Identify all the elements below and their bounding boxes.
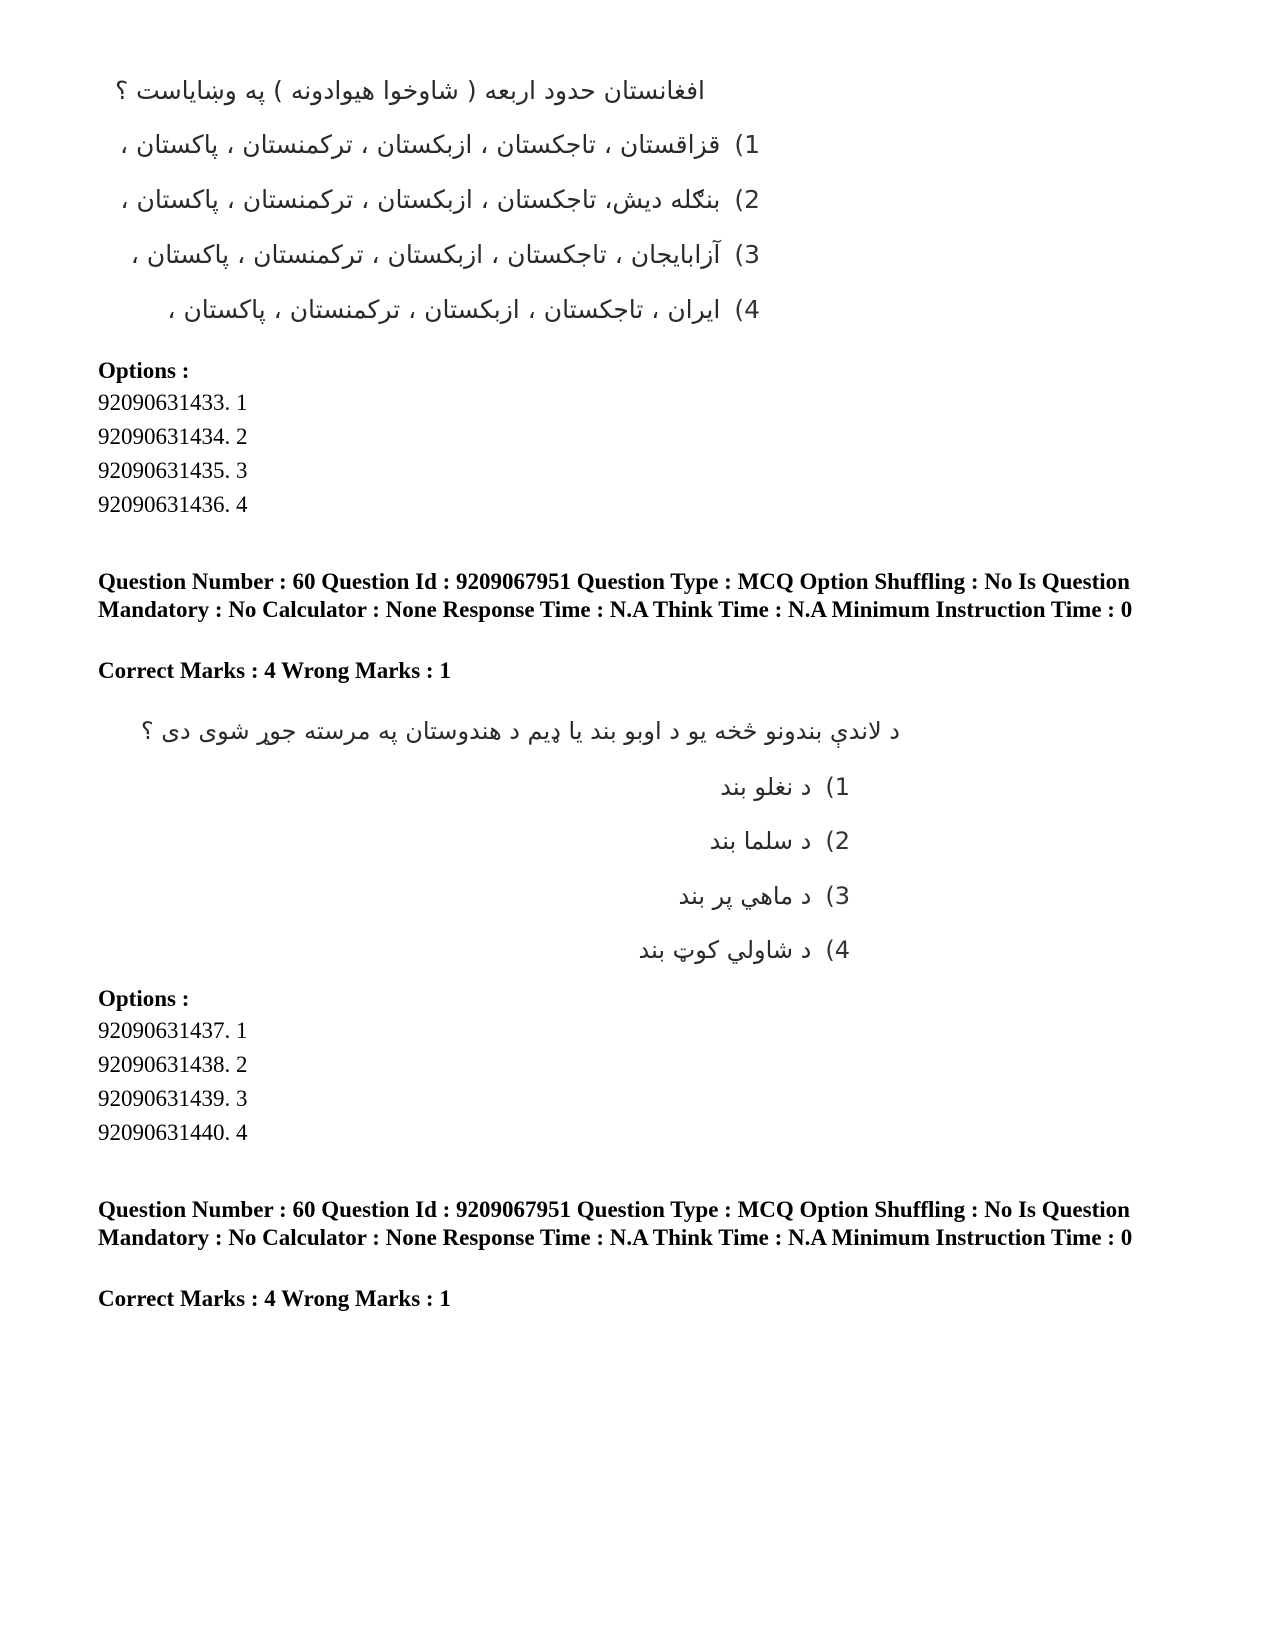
option-item: 92090631438. 2 — [98, 1052, 248, 1077]
choice-text: د سلما بند — [709, 827, 812, 855]
option-item: 92090631440. 4 — [98, 1120, 248, 1145]
question-marks: Correct Marks : 4 Wrong Marks : 1 — [98, 658, 451, 683]
options-list — [98, 386, 248, 522]
choice-number: (1 — [734, 130, 760, 159]
question-stem: افغانستان حدود اربعه ( شاوخوا هیوادونه ) په وښایاست ؟ — [114, 76, 705, 105]
question-choice-4 — [639, 936, 850, 964]
option-item: 92090631435. 3 — [98, 458, 248, 483]
option-item: 92090631439. 3 — [98, 1086, 248, 1111]
choice-text: قزاقستان ، تاجکستان ، ازبکستان ، ترکمنستان ، پاکستان ، — [119, 130, 721, 159]
option-item: 92090631437. 1 — [98, 1018, 248, 1043]
question-image-borders — [114, 70, 760, 340]
choice-text: د نغلو بند — [720, 773, 812, 801]
options-list — [98, 1014, 248, 1150]
question-choice-2 — [120, 185, 760, 214]
choice-number: (4 — [825, 936, 850, 964]
choice-number: (2 — [825, 827, 850, 855]
question-image-dam — [100, 715, 900, 975]
option-item: 92090631436. 4 — [98, 492, 248, 517]
question-marks: Correct Marks : 4 Wrong Marks : 1 — [98, 1286, 451, 1311]
question-choice-2 — [710, 827, 850, 855]
option-item: 92090631434. 2 — [98, 424, 248, 449]
options-label: Options : — [98, 358, 190, 383]
options-label: Options : — [98, 986, 190, 1011]
question-stem: د لاندې بندونو څخه یو د اوبو بند یا ډیم د هندوستان په مرسته جوړ شوی دی ؟ — [140, 717, 900, 745]
choice-number: (3 — [825, 882, 850, 910]
question-choice-1 — [120, 130, 760, 159]
choice-text: ایران ، تاجکستان ، ازبکستان ، ترکمنستان ، پاکستان ، — [167, 295, 721, 324]
choice-number: (1 — [825, 773, 850, 801]
question-meta: Question Number : 60 Question Id : 9209067951 Question Type : MCQ Option Shuffling : No Is Question Mandatory : No Calculator : None Response Time : N.A Think Time : N.A Minimum Instruction Time : 0 — [98, 569, 1133, 622]
question-choice-1 — [720, 773, 850, 801]
option-item: 92090631433. 1 — [98, 390, 248, 415]
question-choice-4 — [167, 295, 760, 324]
question-meta: Question Number : 60 Question Id : 9209067951 Question Type : MCQ Option Shuffling : No Is Question Mandatory : No Calculator : None Response Time : N.A Think Time : N.A Minimum Instruction Time : 0 — [98, 1197, 1133, 1250]
choice-text: د ماهي پر بند — [678, 882, 812, 910]
question-choice-3 — [131, 240, 760, 269]
choice-text: بنګله دیش، تاجکستان ، ازبکستان ، ترکمنستان ، پاکستان ، — [120, 185, 721, 214]
choice-text: د شاولي کوټ بند — [638, 936, 812, 964]
choice-number: (4 — [734, 295, 760, 324]
choice-text: آزابایجان ، تاجکستان ، ازبکستان ، ترکمنستان ، پاکستان ، — [130, 240, 721, 269]
choice-number: (2 — [734, 185, 760, 214]
question-choice-3 — [679, 882, 850, 910]
choice-number: (3 — [734, 240, 760, 269]
